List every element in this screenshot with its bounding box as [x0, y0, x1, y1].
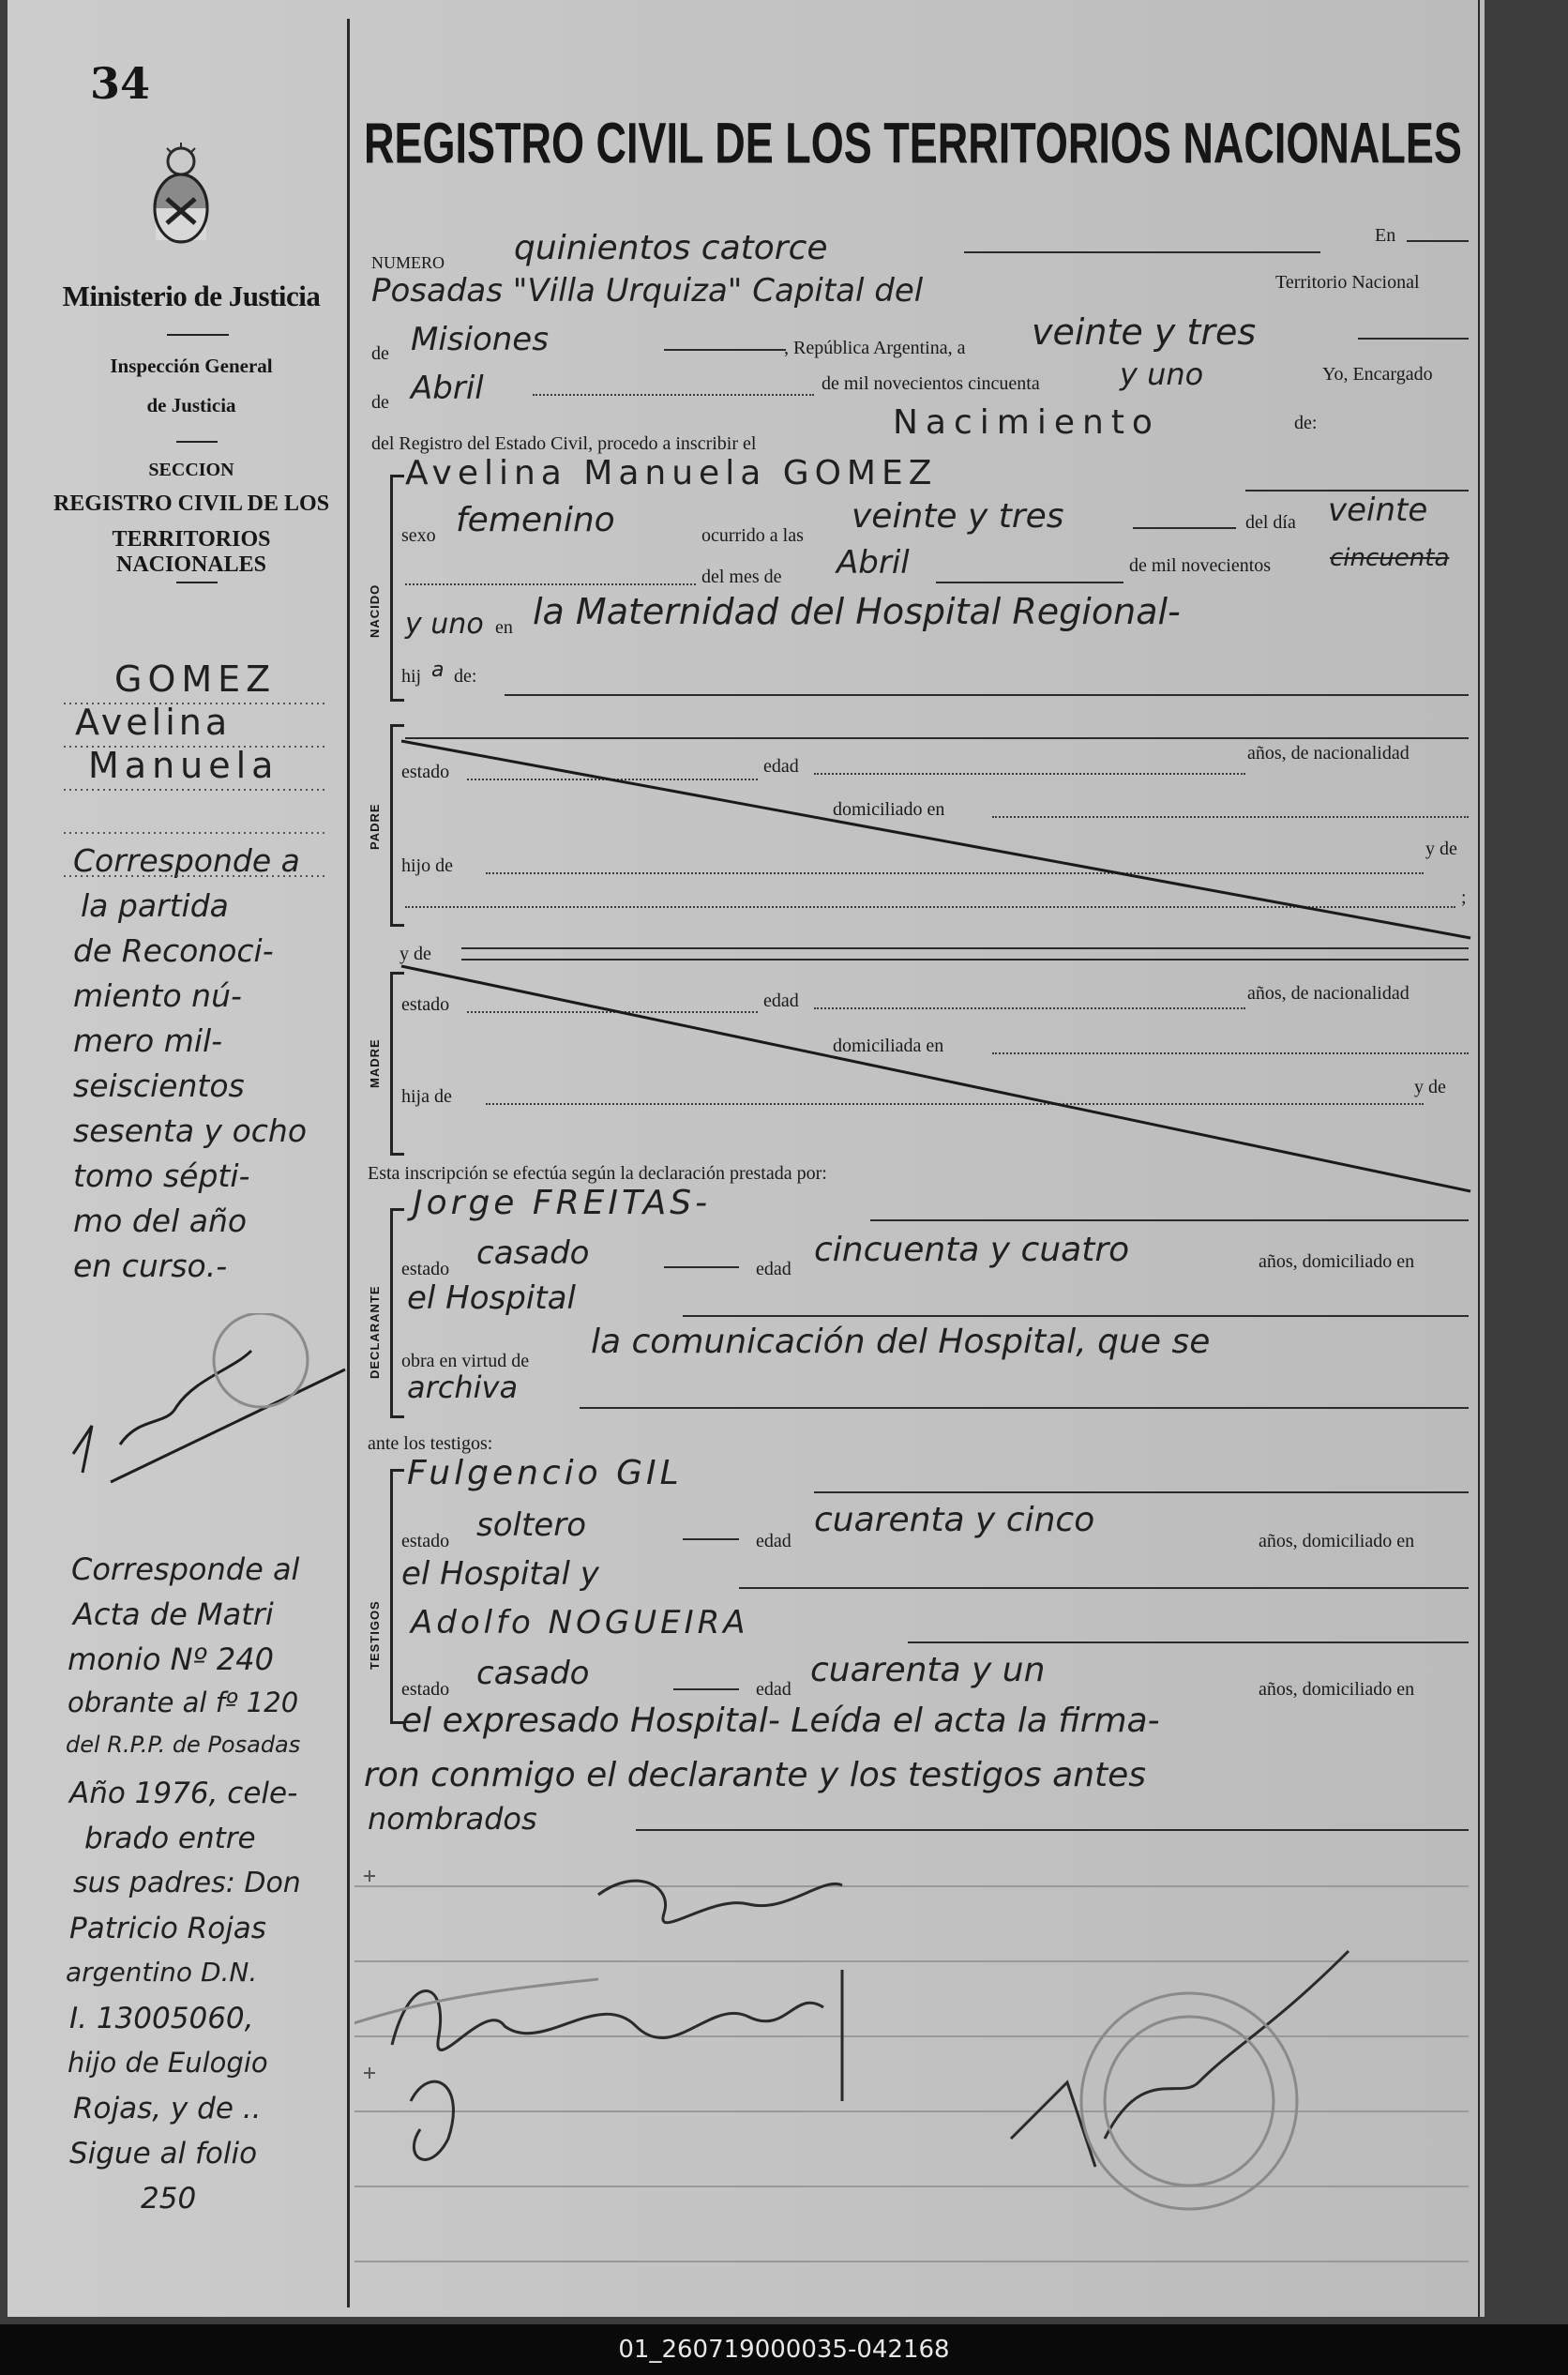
testigo2-line	[908, 1641, 1469, 1643]
territorio-value: Misiones	[411, 321, 549, 358]
label-hij-de: de:	[454, 666, 477, 687]
side-label-testigos: TESTIGOS	[368, 1600, 382, 1670]
ministry-divider-3	[176, 582, 218, 583]
margin-note: Corresponde al	[71, 1551, 300, 1587]
label-anos-dom-t2: años, domiciliado en	[1259, 1679, 1415, 1700]
t1-estado-line	[683, 1538, 739, 1540]
label-ante-testigos: ante los testigos:	[368, 1433, 493, 1454]
decl-domicilio-value: el Hospital	[407, 1279, 576, 1317]
label-de-colon: de:	[1294, 413, 1318, 433]
numero-value: quinientos catorce	[514, 229, 828, 267]
margin-note: Manuela	[88, 745, 279, 786]
label-hij: hij	[401, 666, 422, 687]
margin-note: la partida	[81, 887, 229, 924]
label-territorio: Territorio Nacional	[1275, 272, 1420, 293]
t2-estado-value: casado	[476, 1655, 590, 1692]
sexo-continuation-line	[405, 583, 696, 585]
margin-note: Rojas, y de ..	[73, 2092, 262, 2125]
label-estado-decl: estado	[401, 1259, 450, 1279]
margin-note: mero mil-	[73, 1022, 223, 1059]
dia-value: veinte y tres	[1032, 311, 1257, 353]
nombre-value: Avelina Manuela GOMEZ	[405, 454, 938, 492]
label-domiciliada-madre: domiciliada en	[833, 1036, 944, 1056]
anio-value: y uno	[1120, 356, 1204, 392]
margin-note: sesenta y ocho	[73, 1112, 308, 1149]
side-label-declarante: DECLARANTE	[368, 1285, 382, 1379]
margin-note: del R.P.P. de Posadas	[66, 1732, 301, 1758]
margin-note: 250	[141, 2182, 197, 2216]
margin-note: hijo de Eulogio	[68, 2047, 268, 2079]
anio-nac-suffix: y uno	[405, 608, 484, 641]
archiva-line	[580, 1407, 1469, 1409]
margin-note: Sigue al folio	[69, 2137, 258, 2171]
label-semicolon: ;	[1461, 887, 1467, 908]
testigo1-value: Fulgencio GIL	[407, 1454, 683, 1492]
label-del-registro: del Registro del Estado Civil, procedo a inscribir el	[371, 433, 757, 454]
label-y-de-padre: y de	[1425, 839, 1457, 859]
decl-estado-value: casado	[476, 1234, 590, 1272]
label-estado-t1: estado	[401, 1531, 450, 1551]
label-edad-padre: edad	[763, 756, 799, 777]
label-estado-t2: estado	[401, 1679, 450, 1700]
column-separator	[347, 19, 350, 2307]
mes-nac-value: Abril	[837, 544, 910, 582]
label-estado-madre: estado	[401, 994, 450, 1015]
section-bracket-declarante	[390, 1208, 404, 1418]
ministry-divider-2	[176, 441, 218, 443]
margin-note: mo del año	[73, 1203, 248, 1239]
margin-note: monio Nº 240	[68, 1641, 274, 1677]
ministry-divider	[167, 334, 229, 336]
margin-note: GOMEZ	[114, 658, 277, 700]
label-mil-novecientos: de mil novecientos cincuenta	[822, 373, 1040, 394]
label-anos-nac-padre: años, de nacionalidad	[1247, 743, 1410, 764]
label-sexo: sexo	[401, 525, 436, 546]
territorio-line	[664, 349, 786, 351]
page-number: 34	[90, 58, 151, 109]
label-domiciliado-padre: domiciliado en	[833, 799, 945, 820]
side-label-madre: MADRE	[368, 1038, 382, 1088]
margin-note: Avelina	[75, 702, 232, 743]
page-title: REGISTRO CIVIL DE LOS TERRITORIOS NACIONALES	[364, 111, 1462, 175]
ministry-name: Ministerio de Justicia	[62, 280, 321, 312]
numero-line	[964, 251, 1320, 253]
label-anos-nac-madre: años, de nacionalidad	[1247, 983, 1410, 1004]
hora-line	[1133, 527, 1236, 529]
t2-estado-line	[673, 1688, 739, 1690]
label-edad-t2: edad	[756, 1679, 792, 1700]
margin-note: Acta de Matri	[73, 1596, 274, 1632]
side-label-nacido: NACIDO	[368, 583, 382, 638]
margin-note: obrante al fº 120	[68, 1687, 299, 1718]
label-del-mes: del mes de	[701, 567, 782, 587]
margin-note: Año 1976, cele-	[69, 1777, 298, 1810]
obra-value: la comunicación del Hospital, que se	[591, 1323, 1211, 1361]
t2-line-3-rule	[636, 1829, 1469, 1831]
label-de-2: de	[371, 392, 389, 413]
label-edad-decl: edad	[756, 1259, 792, 1279]
mes-line	[533, 394, 814, 396]
margin-note: brado entre	[84, 1822, 256, 1855]
margin-note: de Reconoci-	[73, 932, 274, 969]
hij-suffix: a	[431, 658, 445, 682]
signatures	[354, 1857, 1470, 2307]
archiva-value: archiva	[407, 1369, 519, 1405]
section-line-1: REGISTRO CIVIL DE LOS	[53, 492, 330, 516]
label-y-de-madre: y de	[1414, 1077, 1446, 1097]
label-edad-t1: edad	[756, 1531, 792, 1551]
inspection-line-1: Inspección General	[110, 355, 273, 377]
side-label-padre: PADRE	[368, 803, 382, 850]
register-page	[8, 0, 1485, 2317]
inscripcion-text: Esta inscripción se efectúa según la declaración prestada por:	[368, 1163, 827, 1184]
decl-domicilio-line	[683, 1315, 1469, 1317]
label-hija-de: hija de	[401, 1086, 452, 1107]
inspection-line-2: de Justicia	[146, 394, 236, 416]
margin-note: Corresponde a	[73, 842, 300, 879]
label-de: de	[371, 343, 389, 364]
hora-value: veinte y tres	[852, 497, 1064, 536]
dia-nac-value: veinte	[1328, 492, 1428, 529]
label-numero: NUMERO	[371, 253, 445, 272]
testigo1-line	[814, 1491, 1469, 1493]
lugar-value: Posadas "Villa Urquiza" Capital del	[371, 272, 924, 310]
t2-line-1: el expresado Hospital- Leída el acta la firma-	[401, 1702, 1160, 1740]
label-edad-madre: edad	[763, 991, 799, 1011]
decl-estado-line	[664, 1266, 739, 1268]
t2-line-3: nombrados	[368, 1801, 537, 1837]
label-obra: obra en virtud de	[401, 1351, 530, 1371]
t2-edad-value: cuarenta y un	[810, 1651, 1046, 1689]
label-mil-novecientos-2: de mil novecientos	[1129, 555, 1272, 576]
label-yo-encargado: Yo, Encargado	[1322, 364, 1433, 385]
t1-domicilio-line	[739, 1587, 1469, 1589]
label-ocurrido: ocurrido a las	[701, 525, 804, 546]
label-hijo-de: hijo de	[401, 855, 453, 876]
acto-value: Nacimiento	[893, 403, 1160, 442]
label-en: En	[1375, 225, 1396, 246]
margin-note: miento nú-	[73, 977, 242, 1014]
coat-of-arms-icon	[148, 141, 214, 253]
anio-nac-value: cincuenta	[1330, 544, 1450, 572]
sexo-value: femenino	[456, 501, 615, 539]
label-anos-dom-decl: años, domiciliado en	[1259, 1251, 1415, 1272]
declarante-value: Jorge FREITAS-	[413, 1184, 712, 1222]
label-en-2: en	[495, 617, 513, 638]
cancel-strikes	[383, 713, 1480, 1201]
lugar-nac-value: la Maternidad del Hospital Regional-	[533, 591, 1181, 632]
margin-note: tomo sépti-	[73, 1157, 250, 1194]
hij-line	[505, 694, 1469, 696]
section-label: SECCION	[148, 460, 234, 480]
label-republica: , República Argentina, a	[784, 338, 966, 358]
margin-note: argentino D.N.	[66, 1957, 258, 1988]
mes-nac-line	[936, 582, 1123, 583]
t1-edad-value: cuarenta y cinco	[814, 1501, 1095, 1539]
label-estado-padre: estado	[401, 762, 450, 782]
label-y-de-madre-top: y de	[400, 944, 431, 964]
testigo2-value: Adolfo NOGUEIRA	[411, 1604, 749, 1641]
mes-value: Abril	[411, 370, 484, 407]
t1-domicilio-value: el Hospital y	[401, 1555, 599, 1593]
t1-estado-value: soltero	[476, 1506, 586, 1544]
declarante-line	[870, 1219, 1469, 1221]
section-line-2: TERRITORIOS NACIONALES	[112, 527, 271, 577]
margin-note: I. 13005060,	[69, 2002, 254, 2035]
margin-signature	[54, 1313, 354, 1501]
margin-note: Patricio Rojas	[69, 1912, 266, 1945]
margin-note: sus padres: Don	[73, 1867, 301, 1899]
margin-note: en curso.-	[73, 1248, 228, 1284]
label-anos-dom-t1: años, domiciliado en	[1259, 1531, 1415, 1551]
dia-line	[1358, 338, 1469, 340]
decl-edad-value: cincuenta y cuatro	[814, 1231, 1130, 1269]
label-del-dia: del día	[1245, 512, 1296, 533]
margin-note: seiscientos	[73, 1067, 245, 1104]
en-line	[1407, 240, 1469, 242]
footer-id: 01_260719000035-042168	[0, 2324, 1568, 2375]
t2-line-2: ron conmigo el declarante y los testigos antes	[364, 1756, 1147, 1794]
